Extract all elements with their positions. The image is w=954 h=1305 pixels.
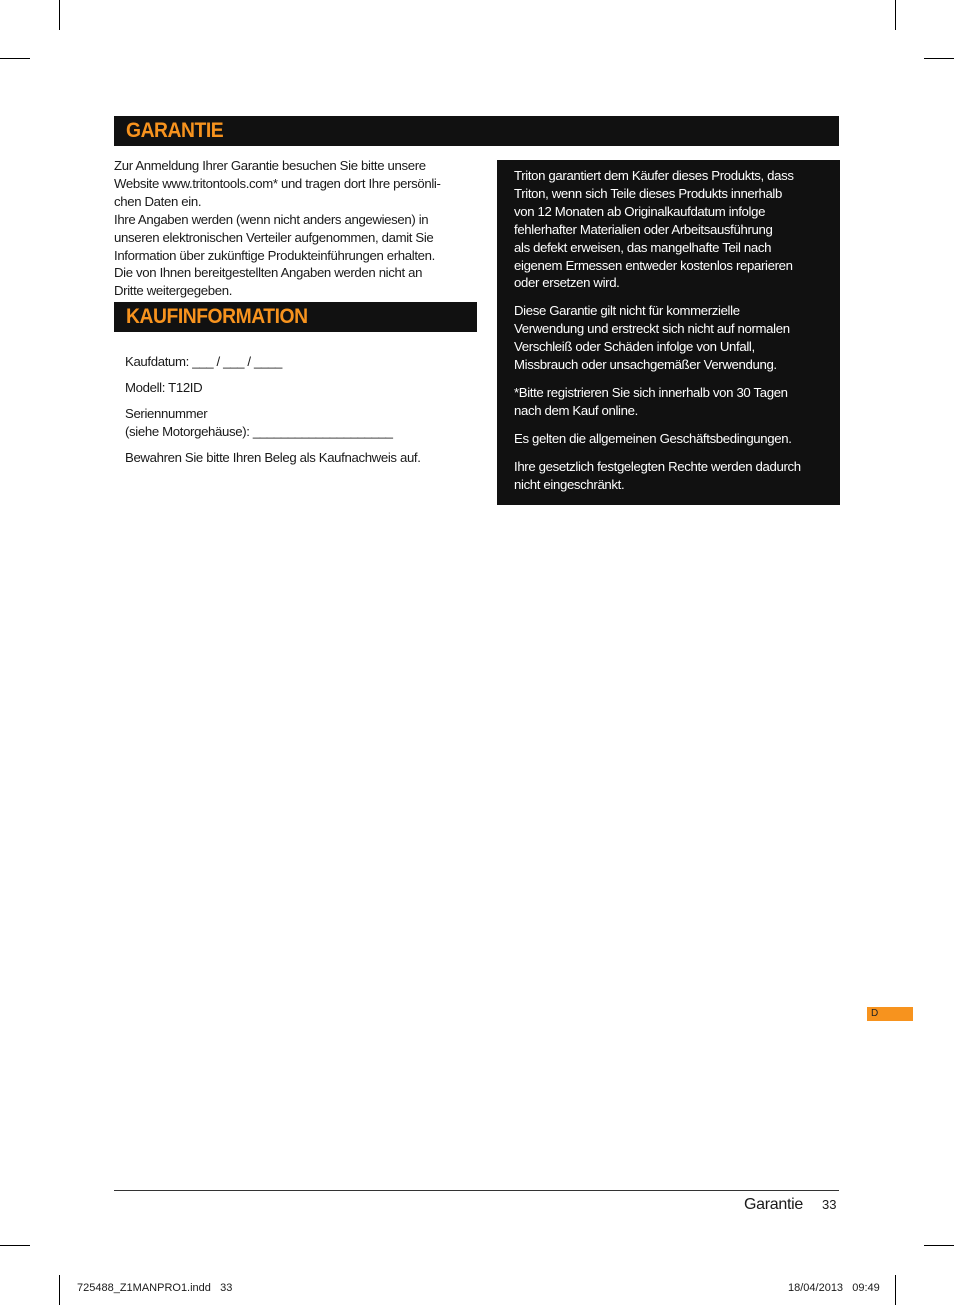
crop-mark (0, 58, 30, 59)
print-slug-file: 725488_Z1MANPRO1.indd 33 (77, 1282, 233, 1294)
terms-line: als defekt erweisen, das mangelhafte Teil nach (514, 239, 772, 255)
intro-line: Die von Ihnen bereitgestellten Angaben werden nicht an (114, 265, 423, 281)
seriennummer-label: Seriennummer (125, 405, 208, 421)
terms-line: Diese Garantie gilt nicht für kommerzielle (514, 303, 740, 319)
crop-mark (59, 0, 60, 30)
garantie-heading-bar (114, 116, 839, 146)
terms-line: Verwendung und erstreckt sich nicht auf normalen (514, 321, 790, 337)
beleg-note: Bewahren Sie bitte Ihren Beleg als Kaufnachweis auf. (125, 449, 421, 465)
crop-mark (895, 0, 896, 30)
kaufdatum-field: Kaufdatum: ___ / ___ / ____ (125, 354, 282, 369)
terms-line: Triton garantiert dem Käufer dieses Produkts, dass (514, 168, 794, 183)
footer-divider (114, 1190, 839, 1191)
terms-line: nach dem Kauf online. (514, 402, 638, 418)
intro-line: Ihre Angaben werden (wenn nicht anders angewiesen) in (114, 211, 429, 227)
modell-field: Modell: T12ID (125, 379, 203, 395)
terms-paragraph (514, 384, 830, 420)
garantie-intro (114, 157, 476, 300)
terms-line: von 12 Monaten ab Originalkaufdatum infolge (514, 203, 766, 219)
terms-line: nicht eingeschränkt. (514, 476, 625, 492)
intro-line: unseren elektronischen Verteiler aufgenommen, damit Sie (114, 229, 434, 245)
intro-line: Dritte weitergegeben. (114, 283, 233, 299)
seriennummer-line: (siehe Motorgehäuse): ____________________ (125, 423, 393, 439)
terms-paragraph (514, 167, 830, 292)
crop-mark (0, 1245, 30, 1246)
terms-paragraph (514, 458, 830, 494)
intro-line: chen Daten ein. (114, 193, 202, 209)
footer-section-label: Garantie (744, 1196, 803, 1213)
terms-line: *Bitte registrieren Sie sich innerhalb von 30 Tagen (514, 384, 788, 400)
terms-line: Verschleiß oder Schäden infolge von Unfall, (514, 339, 755, 355)
crop-mark (895, 1275, 896, 1305)
kaufinformation-heading-bar (114, 302, 477, 332)
warranty-terms-box (497, 160, 840, 505)
terms-line: Triton, wenn sich Teile dieses Produkts innerhalb (514, 185, 782, 201)
terms-line: Missbrauch oder unsachgemäßer Verwendung. (514, 357, 777, 373)
terms-line: Ihre gesetzlich festgelegten Rechte werden dadurch (514, 458, 801, 474)
page-number: 33 (822, 1197, 837, 1212)
terms-line: Es gelten die allgemeinen Geschäftsbedingungen. (514, 430, 792, 446)
language-tab: D (867, 1007, 913, 1021)
crop-mark (924, 58, 954, 59)
terms-line: oder ersetzen wird. (514, 275, 620, 291)
garantie-title: GARANTIE (126, 119, 224, 142)
terms-line: eigenem Ermessen entweder kostenlos reparieren (514, 257, 793, 273)
kaufinformation-title: KAUFINFORMATION (126, 305, 308, 328)
intro-line: Information über zukünftige Produkteinführungen erhalten. (114, 247, 435, 263)
seriennummer-field (125, 405, 475, 441)
intro-line: Zur Anmeldung Ihrer Garantie besuchen Sie bitte unsere (114, 158, 426, 173)
intro-line: Website www.tritontools.com* und tragen dort Ihre persönli- (114, 175, 441, 191)
terms-paragraph (514, 430, 830, 448)
terms-line: fehlerhafter Materialien oder Arbeitsausführung (514, 221, 773, 237)
terms-paragraph (514, 302, 830, 374)
crop-mark (59, 1275, 60, 1305)
purchase-info (125, 353, 475, 475)
crop-mark (924, 1245, 954, 1246)
print-slug-date: 18/04/2013 09:49 (788, 1282, 880, 1294)
